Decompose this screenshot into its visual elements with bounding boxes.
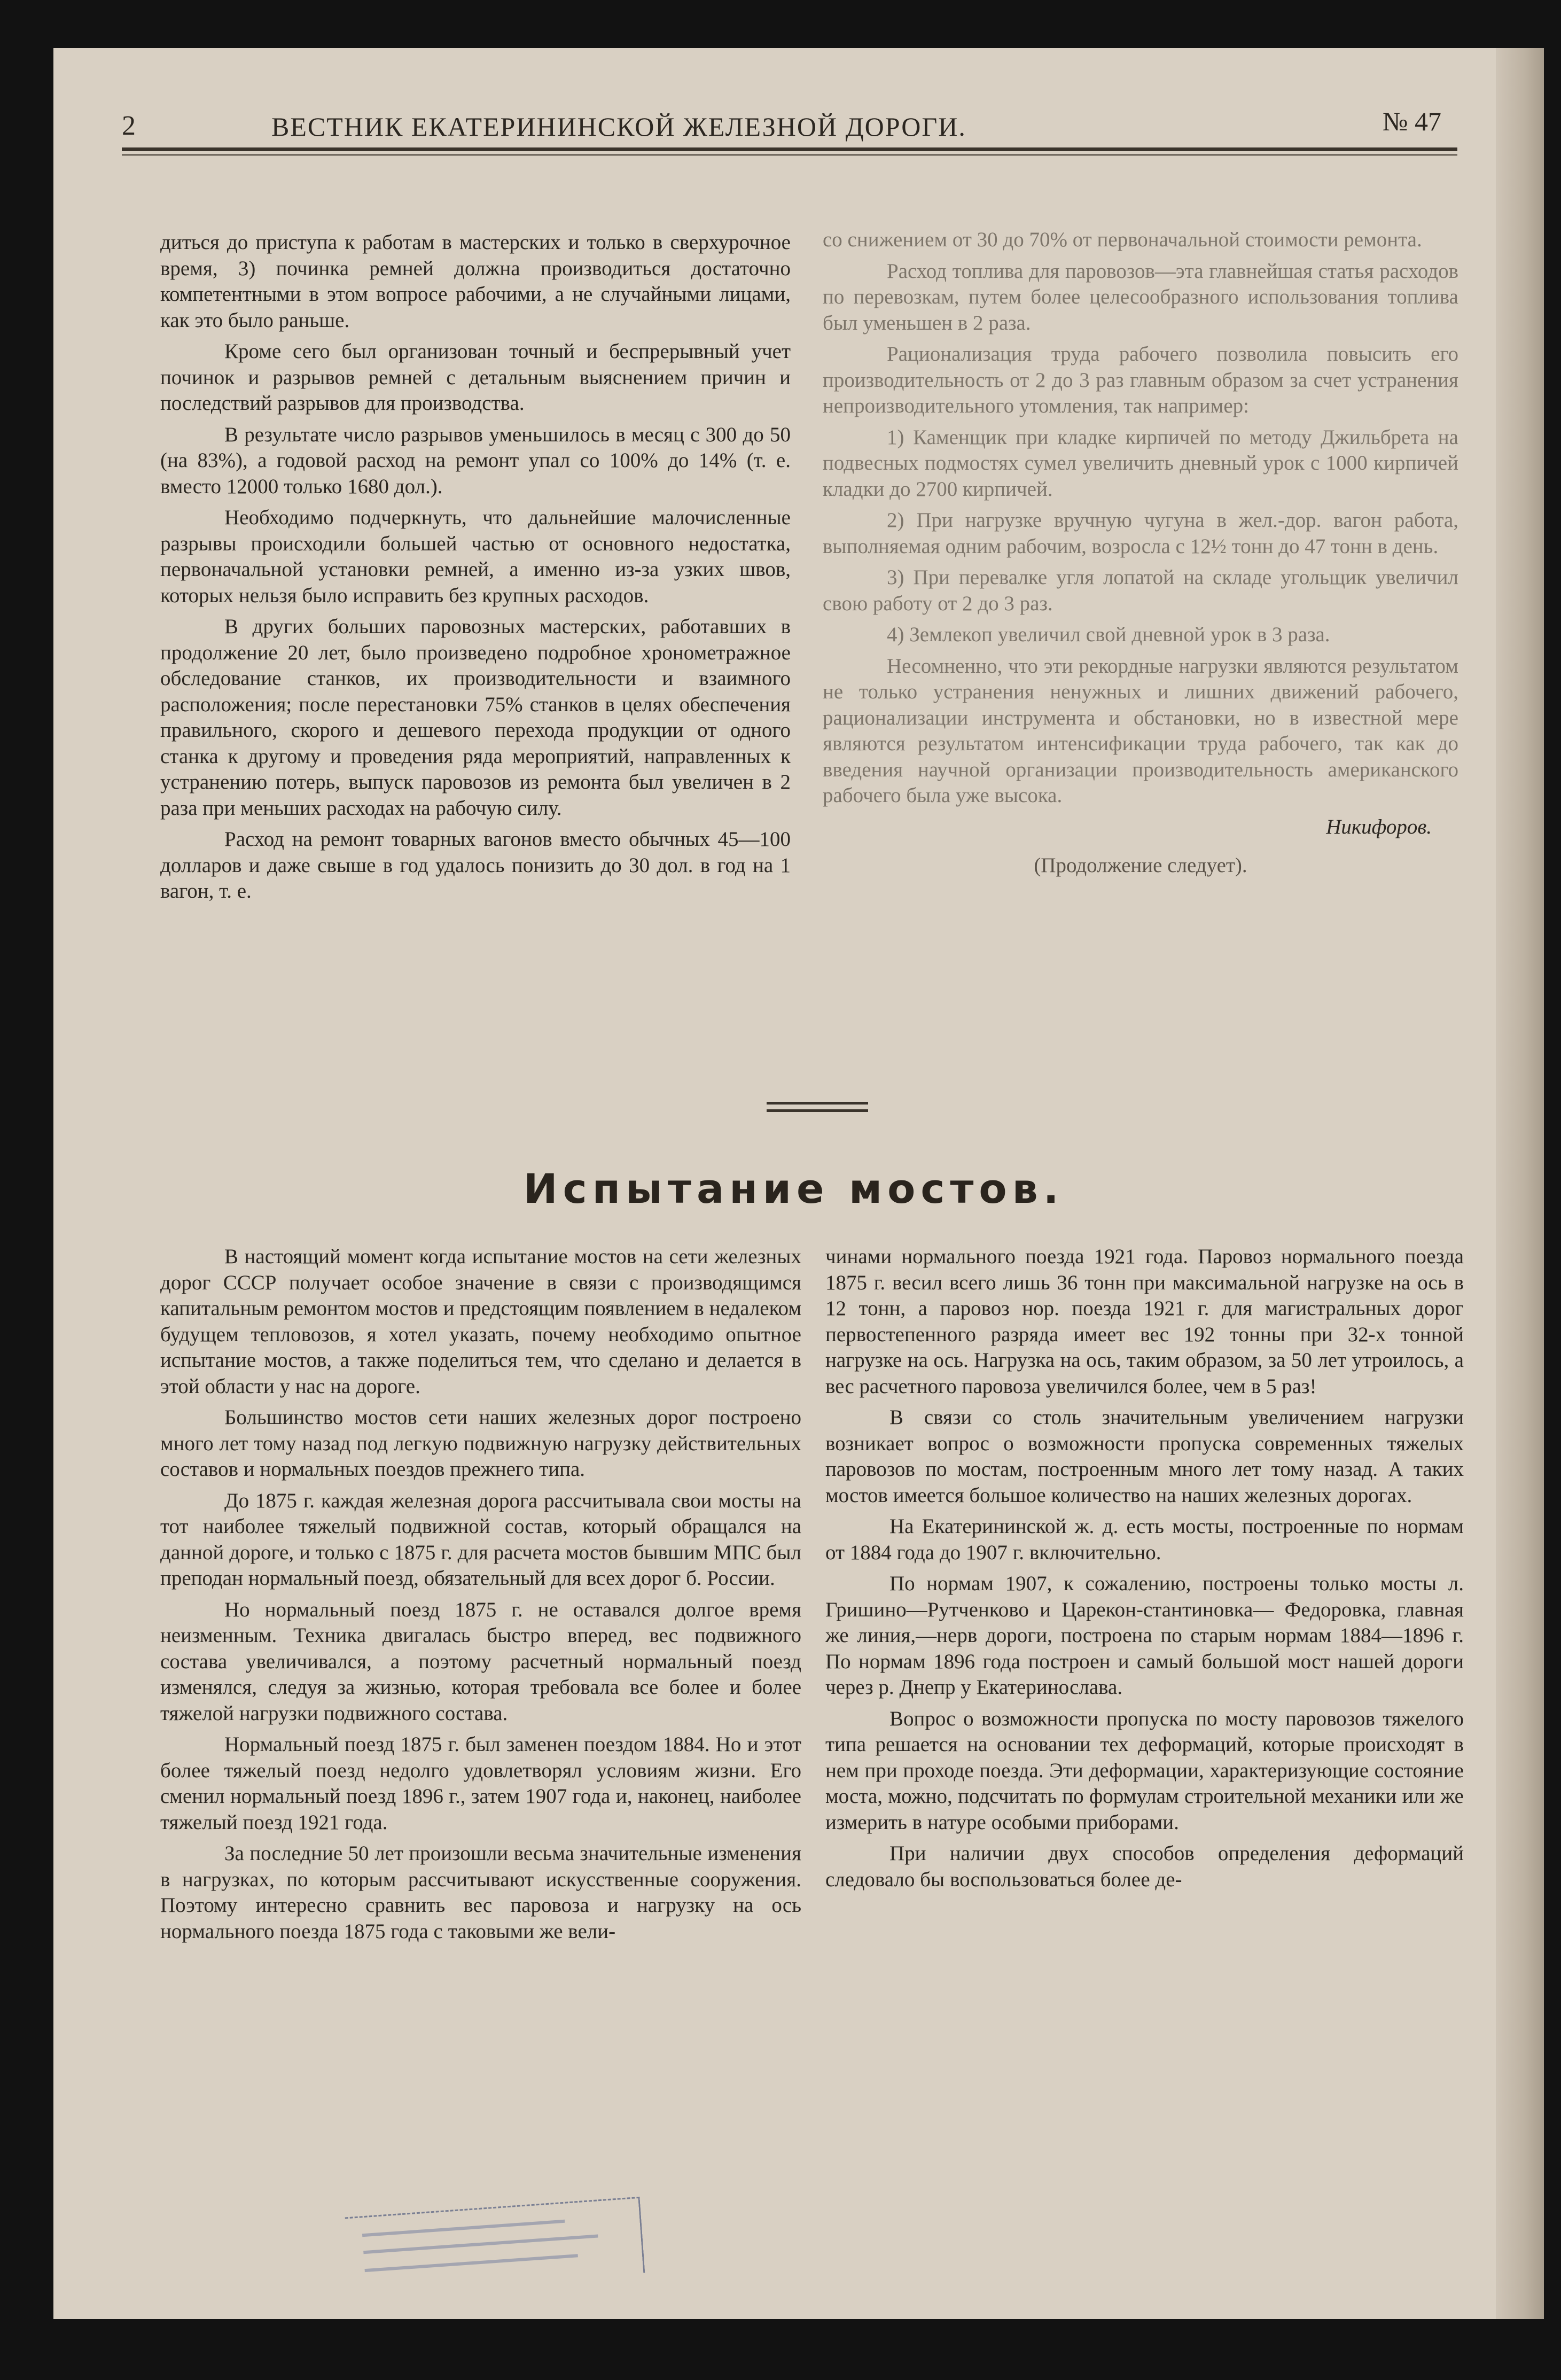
column-3 bbox=[160, 1244, 801, 1950]
list-item: 4) Землекоп увеличил свой дневной урок в 3 раза. bbox=[887, 623, 1330, 646]
paragraph: В результате число разрывов уменьшилось в месяц с 300 до 50 (на 83%), а годовой расход на ремонт упал со 100% до 14% (т. е. вместо 12000 только 1680 дол.). bbox=[160, 423, 791, 498]
paragraph: Расход топлива для паровозов—эта главнейшая статья расходов по перевозкам, путем более целесообразного использования топлива был уменьшен в 2 раза. bbox=[823, 259, 1458, 335]
paragraph: Несомненно, что эти рекордные нагрузки являются результатом не только устранения ненужных и лишних движений рабочего, рационализации инструмента и обстановки, но в известной мере являются результатом интенсификации труда рабочего, так как до введения научной организации производительность американского рабочего была уже высока. bbox=[823, 654, 1458, 807]
stamp-mark bbox=[363, 2235, 598, 2254]
author-signature: Никифоров. bbox=[1326, 815, 1432, 838]
continued-note: (Продолжение следует). bbox=[1034, 854, 1247, 877]
column-2 bbox=[823, 227, 1458, 884]
stamp-mark bbox=[362, 2220, 565, 2237]
stamp-mark bbox=[365, 2254, 578, 2272]
paragraph: В связи со столь значительным увеличением нагрузки возникает вопрос о возможности пропуска современных тяжелых паровозов по мостам, построенным много лет тому назад. А таких мостов имеется большое количество на наших железных дорогах. bbox=[825, 1406, 1464, 1507]
paragraph: В других больших паровозных мастерских, работавших в продолжение 20 лет, было произведено подробное хронометражное обследование станков, их производительности и взаимного расположения; после перестановки 75% станков в целях обеспечения правильного, скорого и дешевого перехода продукции от одного станка к другому и проведения ряда мероприятий, направленных к устранению потерь, выпуск паровозов из ремонта был увеличен в 2 раза при меньших расходах на рабочую силу. bbox=[160, 615, 791, 820]
paragraph: В настоящий момент когда испытание мостов на сети железных дорог СССР получает особое значение в связи с производящимся капитальным ремонтом мостов и предстоящим появлением в недалеком будущем тепловозов, я хотел указать, почему необходимо опытное испытание мостов, а также поделиться тем, что сделано и делается в этой области у нас на дороге. bbox=[160, 1245, 801, 1398]
column-4 bbox=[825, 1244, 1464, 1898]
issue-number: № 47 bbox=[1382, 106, 1441, 136]
paragraph: Нормальный поезд 1875 г. был заменен поездом 1884. Но и этот более тяжелый поезд недолго удовлетворял условиям жизни. Его сменил нормальный поезд 1896 г., затем 1907 года и, наконец, наиболее тяжелый поезд 1921 года. bbox=[160, 1733, 801, 1834]
newspaper-title: ВЕСТНИК ЕКАТЕРИНИНСКОЙ ЖЕЛЕЗНОЙ ДОРОГИ. bbox=[271, 112, 966, 142]
column-1 bbox=[160, 230, 791, 910]
list-item: 2) При нагрузке вручную чугуна в жел.-дор. вагон работа, выполняемая одним рабочим, возросла с 12½ тонн до 47 тонн в день. bbox=[823, 509, 1458, 558]
paragraph: Расход на ремонт товарных вагонов вместо обычных 45—100 долларов и даже свыше в год удалось понизить до 30 дол. в год на 1 вагон, т. е. bbox=[160, 828, 791, 903]
paragraph: При наличии двух способов определения деформаций следовало бы воспользоваться более де- bbox=[825, 1842, 1464, 1891]
paragraph: Рационализация труда рабочего позволила повысить его производительность от 2 до 3 раз главным образом за счет устранения непроизводительного утомления, так например: bbox=[823, 343, 1458, 417]
header-rule bbox=[122, 147, 1457, 151]
section-separator bbox=[767, 1109, 868, 1112]
paragraph: До 1875 г. каждая железная дорога рассчитывала свои мосты на тот наиболее тяжелый подвижной состав, который обращался на данной дороге, и только с 1875 г. для расчета мостов бывшим МПС был преподан нормальный поезд, обязательный для всех дорог б. России. bbox=[160, 1489, 801, 1590]
list-item: 1) Каменщик при кладке кирпичей по методу Джильбрета на подвесных подмостях сумел увеличить дневный урок с 1000 кирпичей кладки до 2700 кирпичей. bbox=[823, 425, 1458, 501]
paragraph: За последние 50 лет произошли весьма значительные изменения в нагрузках, по которым рассчитывают искусственные сооружения. Поэтому интересно сравнить вес паровоза и нагрузку на ось нормального поезда 1875 года с таковыми же вели- bbox=[160, 1842, 801, 1943]
paragraph: чинами нормального поезда 1921 года. Паровоз нормального поезда 1875 г. весил всего лишь 36 тонн при максимальной нагрузке на ось в 12 тонн, а паровоз нор. поезда 1921 г. для магистральных дорог первостепенного разряда имеет вес 192 тонны при 32-х тонной нагрузке на ось. Нагрузка на ось, таким образом, за 50 лет утроилось, а вес расчетного паровоза увеличился более, чем в 5 раз! bbox=[825, 1245, 1464, 1398]
page-number: 2 bbox=[122, 111, 136, 141]
paragraph: Необходимо подчеркнуть, что дальнейшие малочисленные разрывы происходили большей частью от основного недостатка, первоначальной установки ремней, а именно из-за узких швов, которых нельзя было исправить без крупных расходов. bbox=[160, 506, 791, 607]
header-rule-thin bbox=[122, 154, 1457, 155]
list-item: 3) При перевалке угля лопатой на складе угольщик увеличил свою работу от 2 до 3 раз. bbox=[823, 566, 1458, 615]
paragraph: Кроме сего был организован точный и беспрерывный учет починок и разрывов ремней с детальным выяснением причин и последствий разрывов для производства. bbox=[160, 340, 791, 415]
paragraph: Но нормальный поезд 1875 г. не оставался долгое время неизменным. Техника двигалась быстро вперед, вес подвижного состава увеличивался, а поэтому расчетный нормальный поезд изменялся, следуя за жизнью, которая требовала все более и более тяжелой нагрузки подвижного состава. bbox=[160, 1598, 801, 1725]
article-title: Испытание мостов. bbox=[524, 1165, 1064, 1212]
paragraph: диться до приступа к работам в мастерских и только в сверхурочное время, 3) починка ремней должна производиться достаточно компетентными в этом вопросе рабочими, а не случайными лицами, как это было раньше. bbox=[160, 231, 791, 332]
paragraph: На Екатерининской ж. д. есть мосты, построенные по нормам от 1884 года до 1907 г. включительно. bbox=[825, 1515, 1464, 1564]
paragraph: Вопрос о возможности пропуска по мосту паровозов тяжелого типа решается на основании тех деформаций, которые происходят в нем при проходе поезда. Эти деформации, характеризующие состояние моста, можно, подсчитать по формулам строительной механики или же измерить в натуре особыми приборами. bbox=[825, 1707, 1464, 1834]
paragraph: По нормам 1907, к сожалению, построены только мосты л. Гришино—Рутченково и Царекон-стантиновка— Федоровка, главная же линия,—нерв дороги, построена по старым нормам 1884—1896 г. По нормам 1896 года построен и самый большой мост нашей дороги через р. Днепр у Екатеринослава. bbox=[825, 1572, 1464, 1699]
paragraph: со снижением от 30 до 70% от первоначальной стоимости ремонта. bbox=[823, 228, 1422, 251]
page-header bbox=[122, 106, 1457, 149]
section-separator bbox=[767, 1102, 868, 1105]
next-page-edge bbox=[1496, 48, 1544, 2319]
paragraph: Большинство мостов сети наших железных дорог построено много лет тому назад под легкую подвижную нагрузку действительных составов и нормальных поездов прежнего типа. bbox=[160, 1406, 801, 1481]
